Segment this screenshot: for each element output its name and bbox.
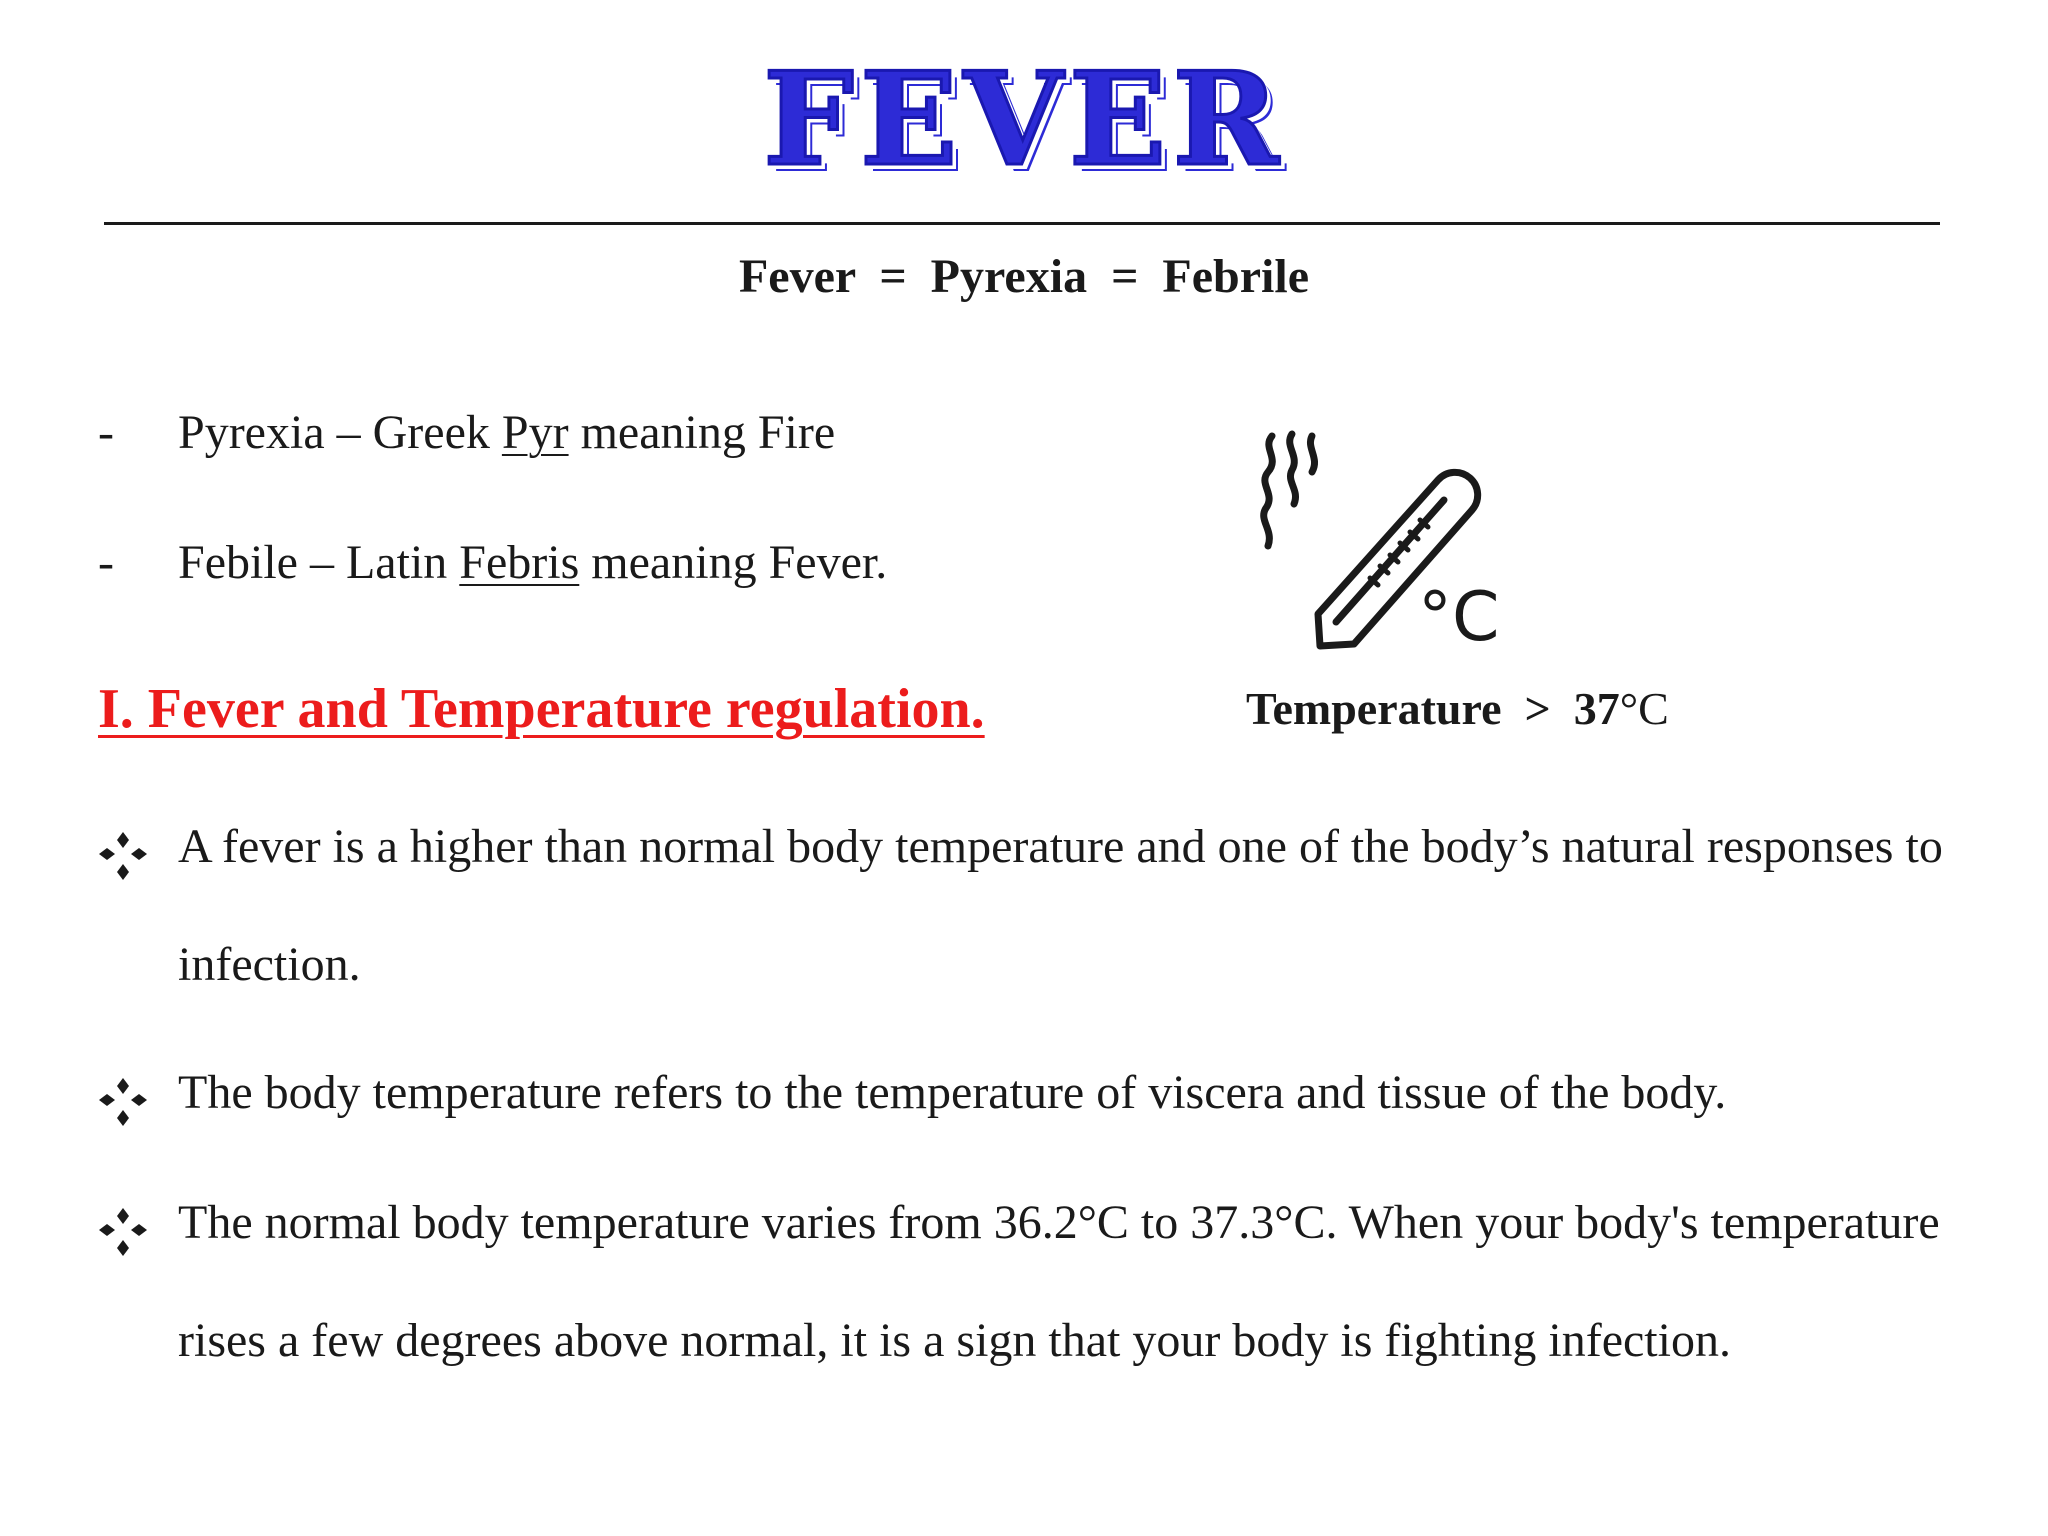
section-heading: I. Fever and Temperature regulation. [98, 678, 985, 740]
diamond-bullet-icon [98, 788, 148, 906]
etymology-root: Pyr [501, 406, 569, 459]
etymology-text: Febile – Latin [178, 536, 460, 589]
etymology-item-febrile [98, 530, 887, 596]
bullet-item [98, 1164, 1958, 1400]
synonyms-line: Fever = Pyrexia = Febrile [738, 250, 1310, 303]
etymology-meaning: meaning Fire [568, 406, 836, 459]
etymology-item-pyrexia [98, 400, 835, 466]
diamond-bullet-icon [98, 1034, 148, 1152]
temperature-caption [1246, 674, 1669, 744]
bullet-text: The body temperature refers to the temperature of viscera and tissue of the body. [178, 1066, 1727, 1119]
temperature-operator: > [1524, 683, 1551, 734]
bullet-item [98, 788, 1958, 1024]
etymology-root: Febris [459, 536, 580, 589]
page-title: FEVER [763, 45, 1285, 195]
dash-marker: - [98, 406, 114, 459]
title-divider [104, 222, 1940, 225]
bullet-text: The normal body temperature varies from 36.2°C to 37.3°C. When your body's temperature rises a few degrees above normal, it is a sign that your body is fighting infection. [178, 1196, 1940, 1367]
bullet-text: A fever is a higher than normal body temperature and one of the body’s natural responses to infection. [178, 820, 1943, 991]
dash-marker: - [98, 536, 114, 589]
temperature-label: Temperature [1246, 683, 1502, 734]
celsius-symbol: °C [1418, 578, 1500, 657]
bullet-item [98, 1034, 1958, 1152]
thermometer-icon [1250, 428, 1500, 657]
temperature-value: 37 [1573, 683, 1620, 734]
etymology-meaning: meaning Fever. [579, 536, 888, 589]
temperature-unit: °C [1619, 683, 1669, 734]
etymology-text: Pyrexia – Greek [178, 406, 502, 459]
diamond-bullet-icon [98, 1164, 148, 1282]
